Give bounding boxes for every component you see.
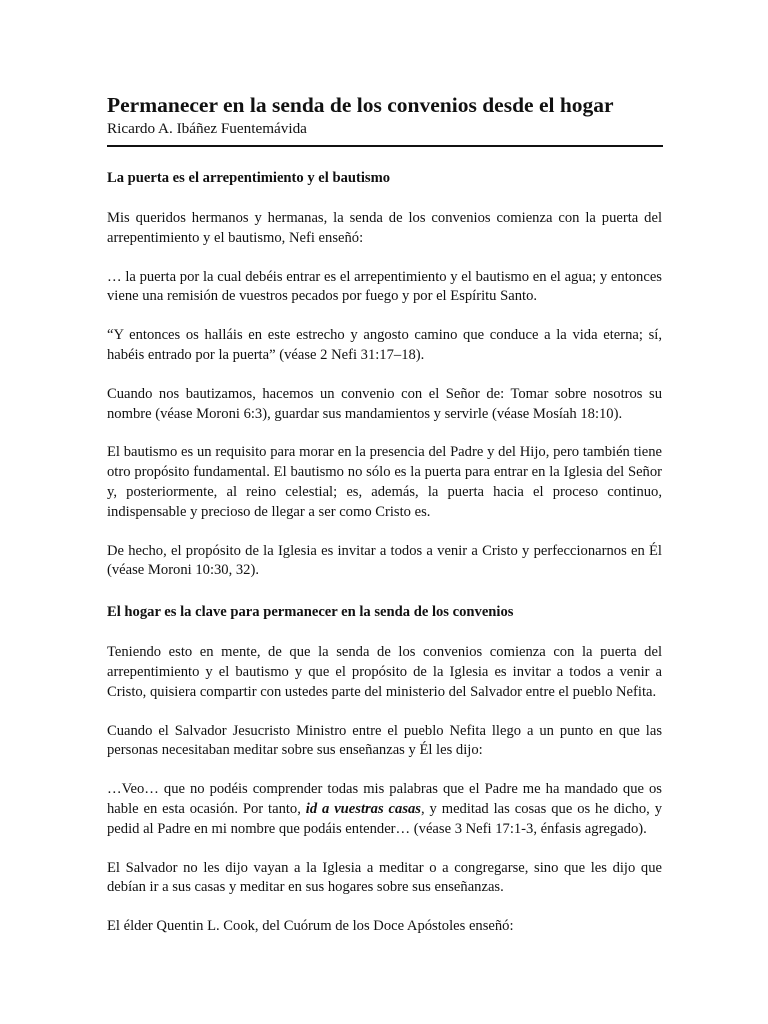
document-author: Ricardo A. Ibáñez Fuentemávida [107, 120, 307, 137]
scripture-quote-1: … la puerta por la cual debéis entrar es el arrepentimiento y el bautismo en el agua; y entonces viene una remisión de vuestros pecados por fuego y por el Espíritu Santo. [107, 268, 662, 305]
scripture-quote-2: “Y entonces os halláis en este estrecho y angosto camino que conduce a la vida eterna; sí, habéis entrado por la puerta” (véase 2 Nefi 31:17–18). [107, 327, 662, 363]
paragraph-3: El bautismo es un requisito para morar en la presencia del Padre y del Hijo, pero también tiene otro propósito fundamental. El bautismo no sólo es la puerta para entrar en la Iglesia del Señor y, posteriormente, al reino celestial; es, además, la puerta hacia el proceso continuo, indispensable y precioso de llegar a ser como Cristo es. [107, 444, 662, 520]
paragraph-8: El élder Quentin L. Cook, del Cuórum de los Doce Apóstoles enseñó: [107, 918, 514, 935]
paragraph-6: Cuando el Salvador Jesucristo Ministro entre el pueblo Nefita llego a un punto en que las personas necesitaban meditar sobre sus enseñanzas y Él les dijo: [107, 722, 662, 759]
paragraph-4: De hecho, el propósito de la Iglesia es invitar a todos a venir a Cristo y perfeccionarnos en Él (véase Moroni 10:30, 32). [107, 542, 662, 579]
scripture-quote-3 [107, 780, 662, 839]
section-heading-1: La puerta es el arrepentimiento y el bautismo [107, 170, 391, 186]
paragraph-7: El Salvador no les dijo vayan a la Iglesia a meditar o a congregarse, sino que les dijo que debían ir a sus casas y meditar en sus hogares sobre sus enseñanzas. [107, 859, 662, 896]
paragraph-1: Mis queridos hermanos y hermanas, la senda de los convenios comienza con la puerta del arrepentimiento y el bautismo, Nefi enseñó: [107, 210, 662, 246]
document-title: Permanecer en la senda de los convenios desde el hogar [107, 93, 614, 117]
emphasized-phrase: id a vuestras casas [305, 800, 421, 817]
quote-text-end: , y meditad las cosas que os he dicho, y pedid al Padre en mi nombre que podáis entender… (véase 3 Nefi 17:1-3, énfasis agregado). [107, 800, 662, 837]
document-page [107, 91, 662, 937]
paragraph-5: Teniendo esto en mente, de que la senda de los convenios comienza con la puerta del arrepentimiento y el bautismo y que el propósito de la Iglesia es invitar a todos a venir a Cristo, quisiera compartir con ustedes parte del ministerio del Salvador entre el pueblo Nefita. [107, 644, 662, 700]
quote-text-start: …Veo… que no podéis comprender todas mis palabras que el Padre me ha mandado que os hable en esta ocasión. Por tanto, [107, 781, 662, 817]
section-heading-2: El hogar es la clave para permanecer en la senda de los convenios [107, 604, 514, 621]
paragraph-2: Cuando nos bautizamos, hacemos un convenio con el Señor de: Tomar sobre nosotros su nombre (véase Moroni 6:3), guardar sus mandamientos y servirle (véase Mosíah 18:10). [107, 385, 662, 422]
